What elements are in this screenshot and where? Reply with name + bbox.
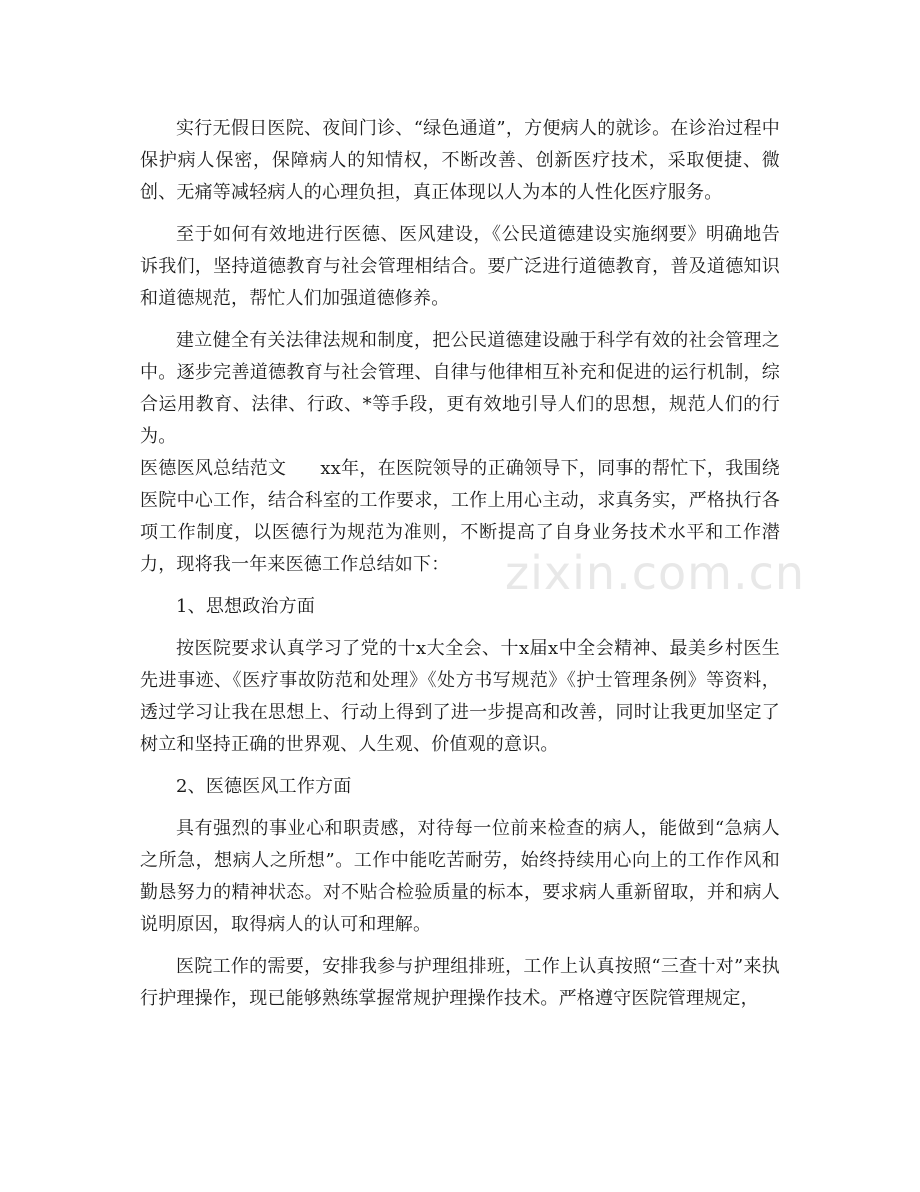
summary-intro: xx年，在医院领导的正确领导下，同事的帮忙下，我围绕医院中心工作，结合科室的工作要求，工作上用心主动，求真务实，严格执行各项工作制度，以医德行为规范为准则，不断提高了自身业务技术水平和工作潜力，现将我一年来医德工作总结如下： (140, 458, 780, 575)
section1-heading: 1、思想政治方面 (176, 596, 316, 617)
document-body (140, 113, 780, 1015)
section2-heading: 2、医德医风工作方面 (176, 776, 352, 797)
section2-body-1: 具有强烈的事业心和职责感，对待每一位前来检查的病人，能做到“急病人之所急，想病人之所想”。工作中能吃苦耐劳，始终持续用心向上的工作作风和勤恳努力的精神状态。对不贴合检验质量的标本，要求病人重新留取，并和病人说明原因，取得病人的认可和理解。 (140, 818, 780, 935)
summary-title: 医德医风总结范文 (140, 458, 287, 479)
section2-body-2: 医院工作的需要，安排我参与护理组排班，工作上认真按照“三查十对”来执行护理操作，现已能够熟练掌握常规护理操作技术。严格遵守医院管理规定， (140, 956, 780, 1009)
paragraph-3: 建立健全有关法律法规和制度，把公民道德建设融于科学有效的社会管理之中。逐步完善道德教育与社会管理、自律与他律相互补充和促进的运行机制，综合运用教育、法律、行政、*等手段，更有效地引导人们的思想，规范人们的行为。 (140, 330, 780, 447)
summary-paragraph (140, 453, 780, 581)
paragraph-2: 至于如何有效地进行医德、医风建设，《公民道德建设实施纲要》明确地告诉我们，坚持道德教育与社会管理相结合。要广泛进行道德教育，普及道德知识和道德规范，帮忙人们加强道德修养。 (140, 224, 780, 309)
paragraph-1: 实行无假日医院、夜间门诊、“绿色通道”，方便病人的就诊。在诊治过程中保护病人保密，保障病人的知情权，不断改善、创新医疗技术，采取便捷、微创、无痛等减轻病人的心理负担，真正体现以人为本的人性化医疗服务。 (140, 118, 780, 203)
section1-body: 按医院要求认真学习了党的十x大全会、十x届x中全会精神、最美乡村医生先进事迹、《医疗事故防范和处理》《处方书写规范》《护士管理条例》等资料，透过学习让我在思想上、行动上得到了进一步提高和改善，同时让我更加坚定了树立和坚持正确的世界观、人生观、价值观的意识。 (140, 638, 780, 755)
watermark: zixin.com.cn (505, 546, 806, 600)
